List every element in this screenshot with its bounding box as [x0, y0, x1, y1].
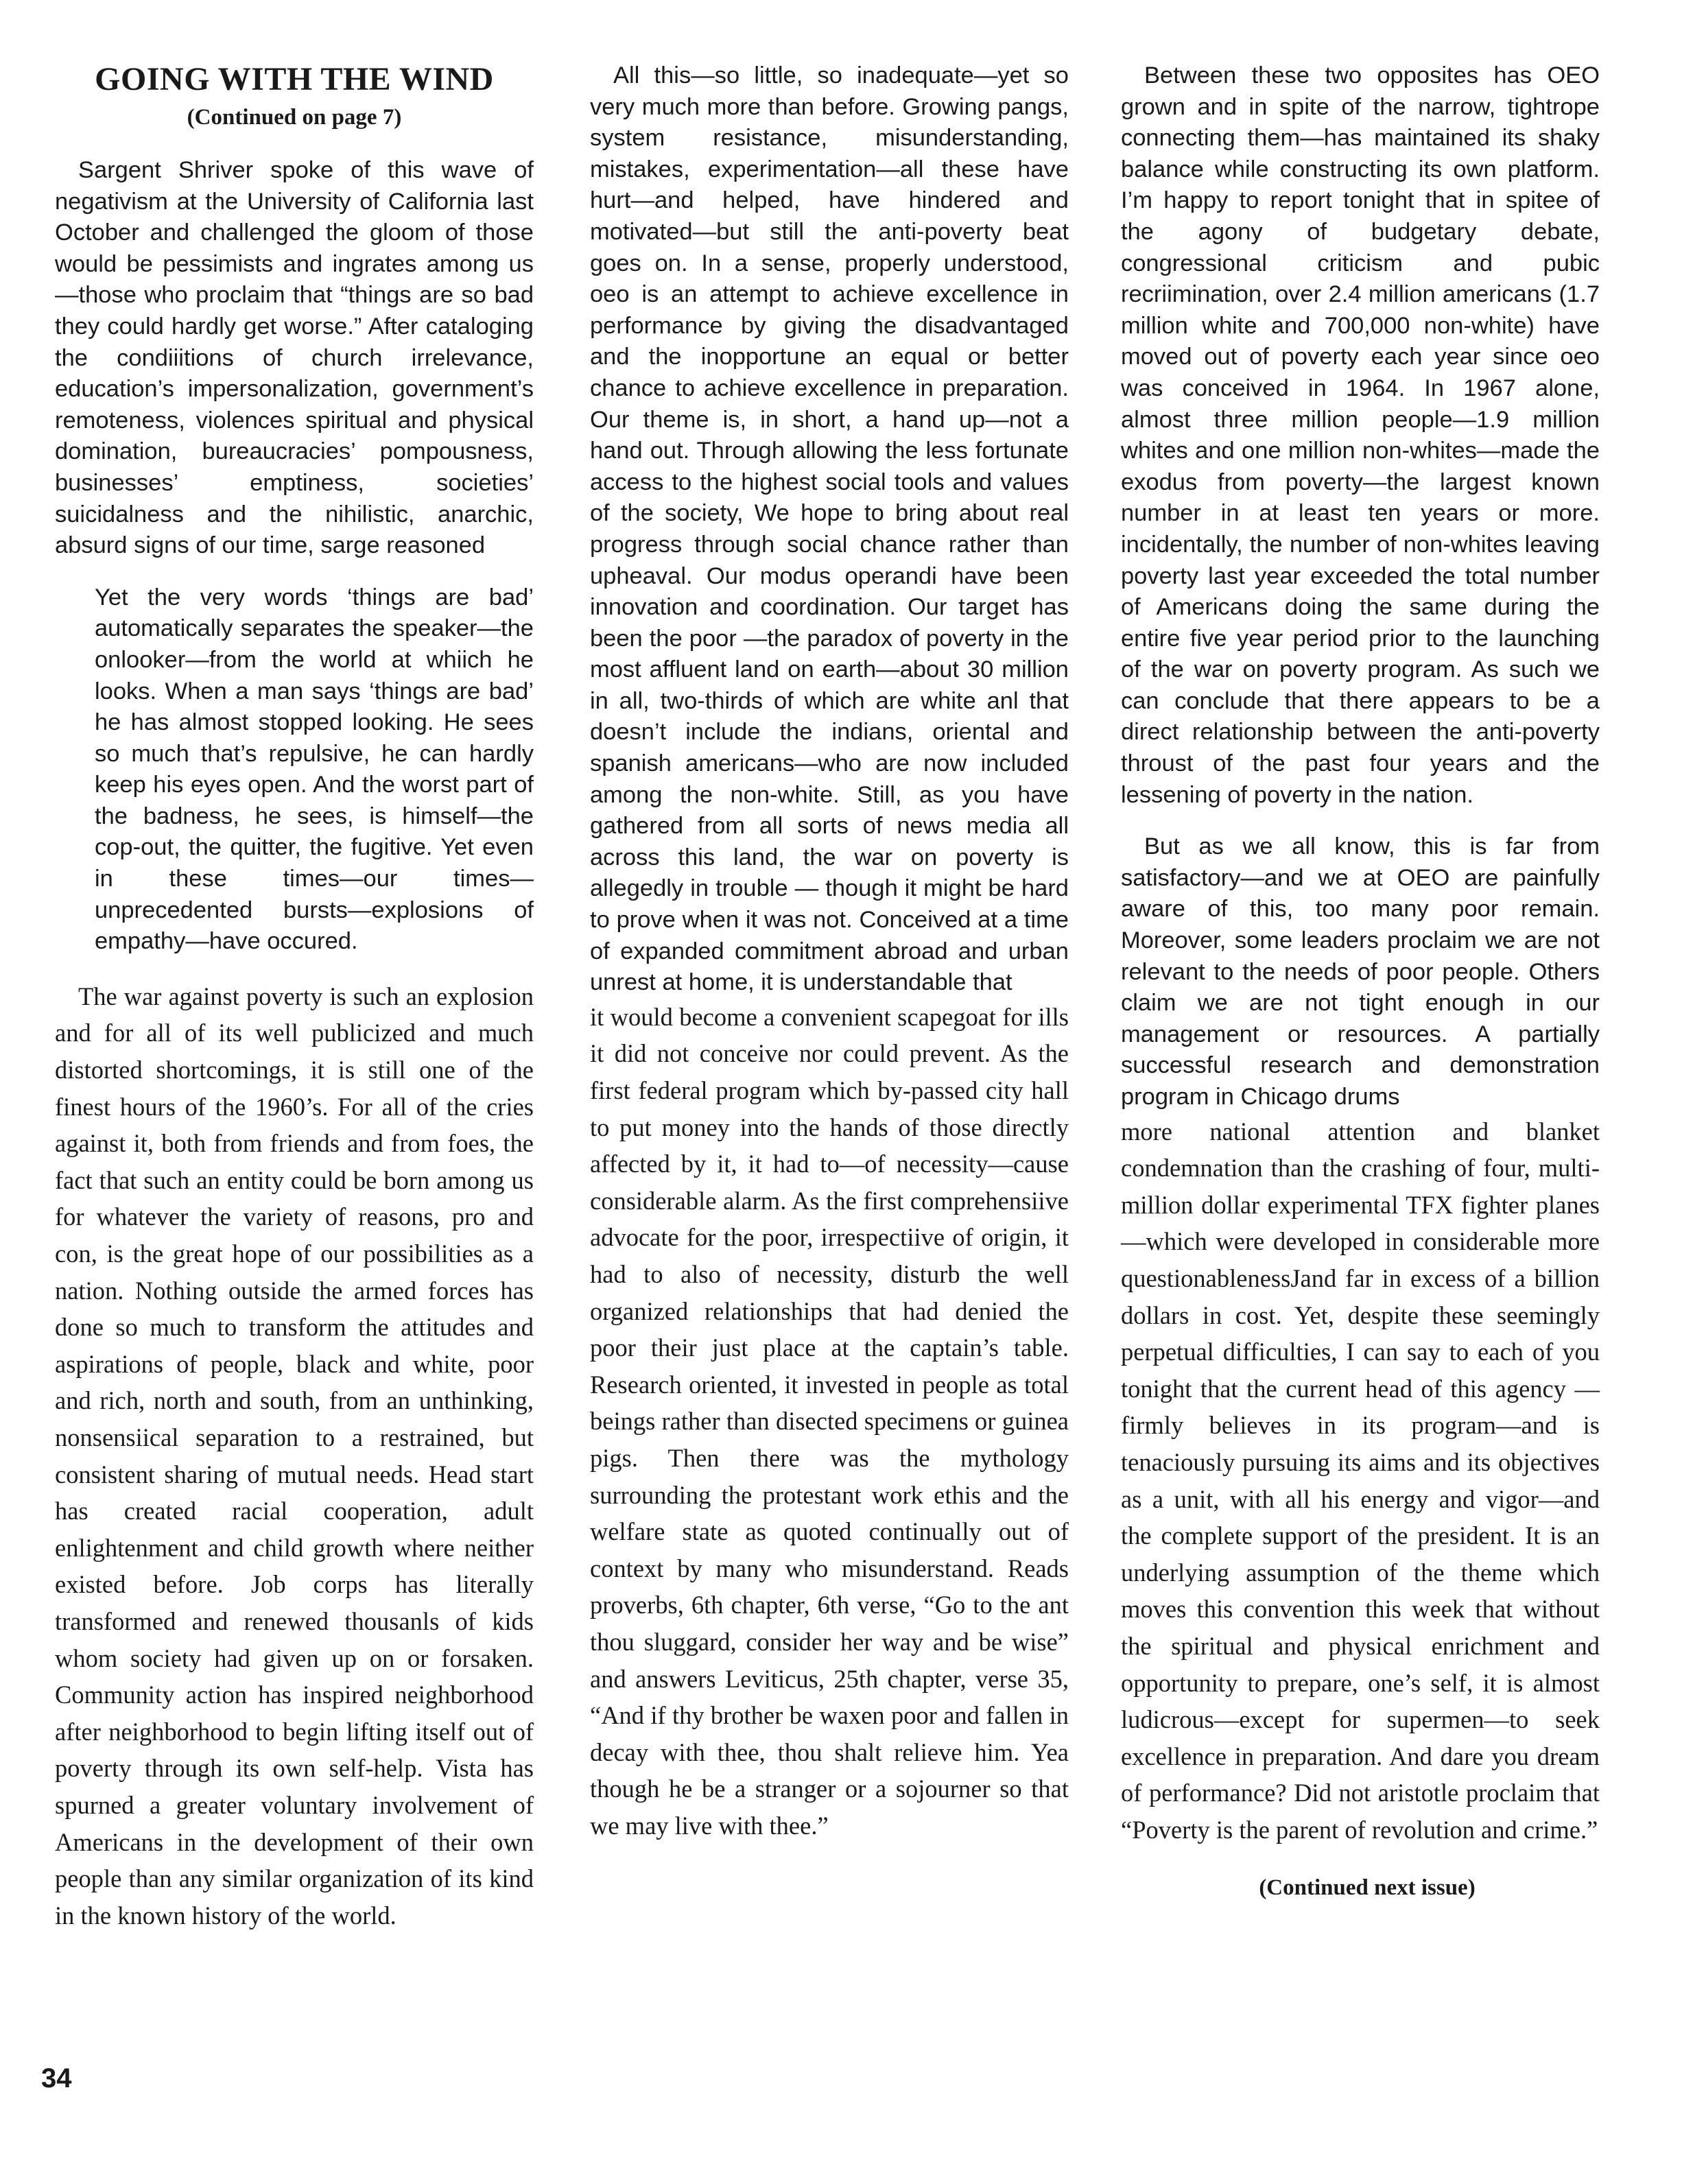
column-1	[55, 60, 534, 1934]
paragraph-col3-1: Between these two opposites has OEO grown and in spite of the narrow, tightrope connecting them—has maintained its shaky balance while constructing its own platform. I’m happy to report tonight that in spitee of the agony of budgetary debate, congressional criticism and pubic recriimination, over 2.4 million americans (1.7 million white and 700,000 non-white) have moved out of poverty each year since oeo was conceived in 1964. In 1967 alone, almost three million people—1.9 million whites and one million non-whites—made the exodus from poverty—the largest known number in at least ten years or more. incidentally, the number of non-whites leaving poverty last year exceeded the total number of Americans doing the same during the entire five year period prior to the launching of the war on poverty program. As such we can conclude that there appears to be a direct relationship between the anti-poverty throust of the past four years and the lessening of poverty in the nation.	[1121, 62, 1600, 808]
paragraph-col1-2: The war against poverty is such an explosion and for all of its well publicized and much distorted shortcomings, it is still one of the finest hours of the 1960’s. For all of the cries against it, both from friends and from foes, the fact that such an entity could be born among us for whatever the variety of reasons, pro and con, is the great hope of our possibilities as a nation. Nothing outside the armed forces has done so much to transform the attitudes and aspirations of people, black and white, poor and rich, north and south, from an unthinking, nonsensiical separation to a restrained, but consistent sharing of mutual needs. Head start has created racial cooperation, adult enlightenment and child growth where neither existed before. Job corps has literally transformed and renewed thousanls of kids whom society had given up on or forsaken. Community action has inspired neighborhood after neighborhood to begin lifting itself out of poverty through its own self-help. Vista has spurned a greater voluntary involvement of Americans in the development of their own people than any similar organization of its kind in the known history of the world.	[55, 982, 534, 1930]
paragraph-col2-2: it would become a convenient scapegoat for ills it did not conceive nor could prevent. As the first federal program which by-passed city hall to put money into the hands of those directly affected by it, it had to—of necessity—cause considerable alarm. As the first comprehensiive advocate for the poor, irrespectiive of origin, it had to also of necessity, disturb the well organized relationships that had denied the poor their just place at the captain’s table. Research oriented, it invested in people as total beings rather than disected specimens or guinea pigs. Then there was the mythology surrounding the protestant work ethis and the welfare state as quoted continually out of context by many who misunderstand. Reads proverbs, 6th chapter, 6th verse, “Go to the ant thou sluggard, consider her way and be wise” and answers Leviticus, 25th chapter, verse 35, “And if thy brother be waxen poor and fallen in decay with thee, thou shalt relieve him. Yea though he be a stranger or a sojourner so that we may live with thee.”	[590, 1002, 1069, 1840]
continued-from-note: (Continued on page 7)	[187, 105, 402, 130]
continued-next-note: (Continued next issue)	[1259, 1875, 1476, 1901]
block-quote: Yet the very words ‘things are bad’ automatically separates the speaker—the onlooker—from the world at whiich he looks. When a man says ‘things are bad’ he has almost stopped looking. He sees so much that’s repulsive, he can hardly keep his eyes open. And the worst part of the badness, he sees, is himself—the cop-out, the quitter, the fugitive. Yet even in these times—our times—unprecedented bursts—explosions of empathy—have occured.	[95, 584, 534, 955]
page-number: 34	[41, 2063, 72, 2093]
column-3	[1121, 60, 1600, 1901]
paragraph-col3-2: But as we all know, this is far from satisfactory—and we at OEO are painfully aware of this, too many poor remain. Moreover, some leaders proclaim we are not relevant to the needs of poor people. Others claim we are not tight enough in our management or resources. A partially successful research and demonstration program in Chicago drums	[1121, 833, 1600, 1110]
column-2	[590, 60, 1069, 1844]
paragraph-col2-1: All this—so little, so inadequate—yet so very much more than before. Growing pangs, system resistance, misunderstanding, mistakes, experimentation—all these have hurt—and helped, have hindered and motivated—but still the anti-poverty beat goes on. In a sense, properly understood, oeo is an attempt to achieve excellence in performance by giving the disadvantaged and the inopportune an equal or better chance to achieve excellence in preparation. Our theme is, in short, a hand up—not a hand out. Through allowing the less fortunate access to the highest social tools and values of the society, We hope to bring about real progress through social chance rather than upheaval. Our modus operandi have been innovation and coordination. Our target has been the poor —the paradox of poverty in the most affluent land on earth—about 30 million in all, two-thirds of which are white anl that doesn’t include the indians, oriental and spanish americans—who are now included among the non-white. Still, as you have gathered from all sorts of news media all across this land, the war on poverty is allegedly in trouble — though it might be hard to prove when it was not. Conceived at a time of expanded commitment abroad and urban unrest at home, it is understandable that	[590, 62, 1069, 996]
article-title: GOING WITH THE WIND	[95, 61, 494, 97]
paragraph-col1-1: Sargent Shriver spoke of this wave of negativism at the University of California last October and challenged the gloom of those would be pessimists and ingrates among us—those who proclaim that “things are so bad they could hardly get worse.” After cataloging the condiiitions of church irrelevance, education’s impersonalization, government’s remoteness, violences spiritual and physical domination, bureaucracies’ pompousness, businesses’ emptiness, societies’ suicidalness and the nihilistic, anarchic, absurd signs of our time, sarge reasoned	[55, 157, 534, 559]
paragraph-col3-3: more national attention and blanket condemnation than the crashing of four, multi-million dollar experimental TFX fighter planes—which were developed in considerable more questionablenessJand far in excess of a billion dollars in cost. Yet, despite these seemingly perpetual difficulties, I can say to each of you tonight that the current head of this agency —firmly believes in its program—and is tenaciously pursuing its aims and its objectives as a unit, with all his energy and vigor—and the complete support of the president. It is an underlying assumption of the theme which moves this convention this week that without the spiritual and physical enrichment and opportunity to prepare, one’s self, it is almost ludicrous—except for supermen—to seek excellence in preparation. And dare you dream of performance? Did not aristotle proclaim that “Poverty is the parent of revolution and crime.”	[1121, 1117, 1600, 1844]
